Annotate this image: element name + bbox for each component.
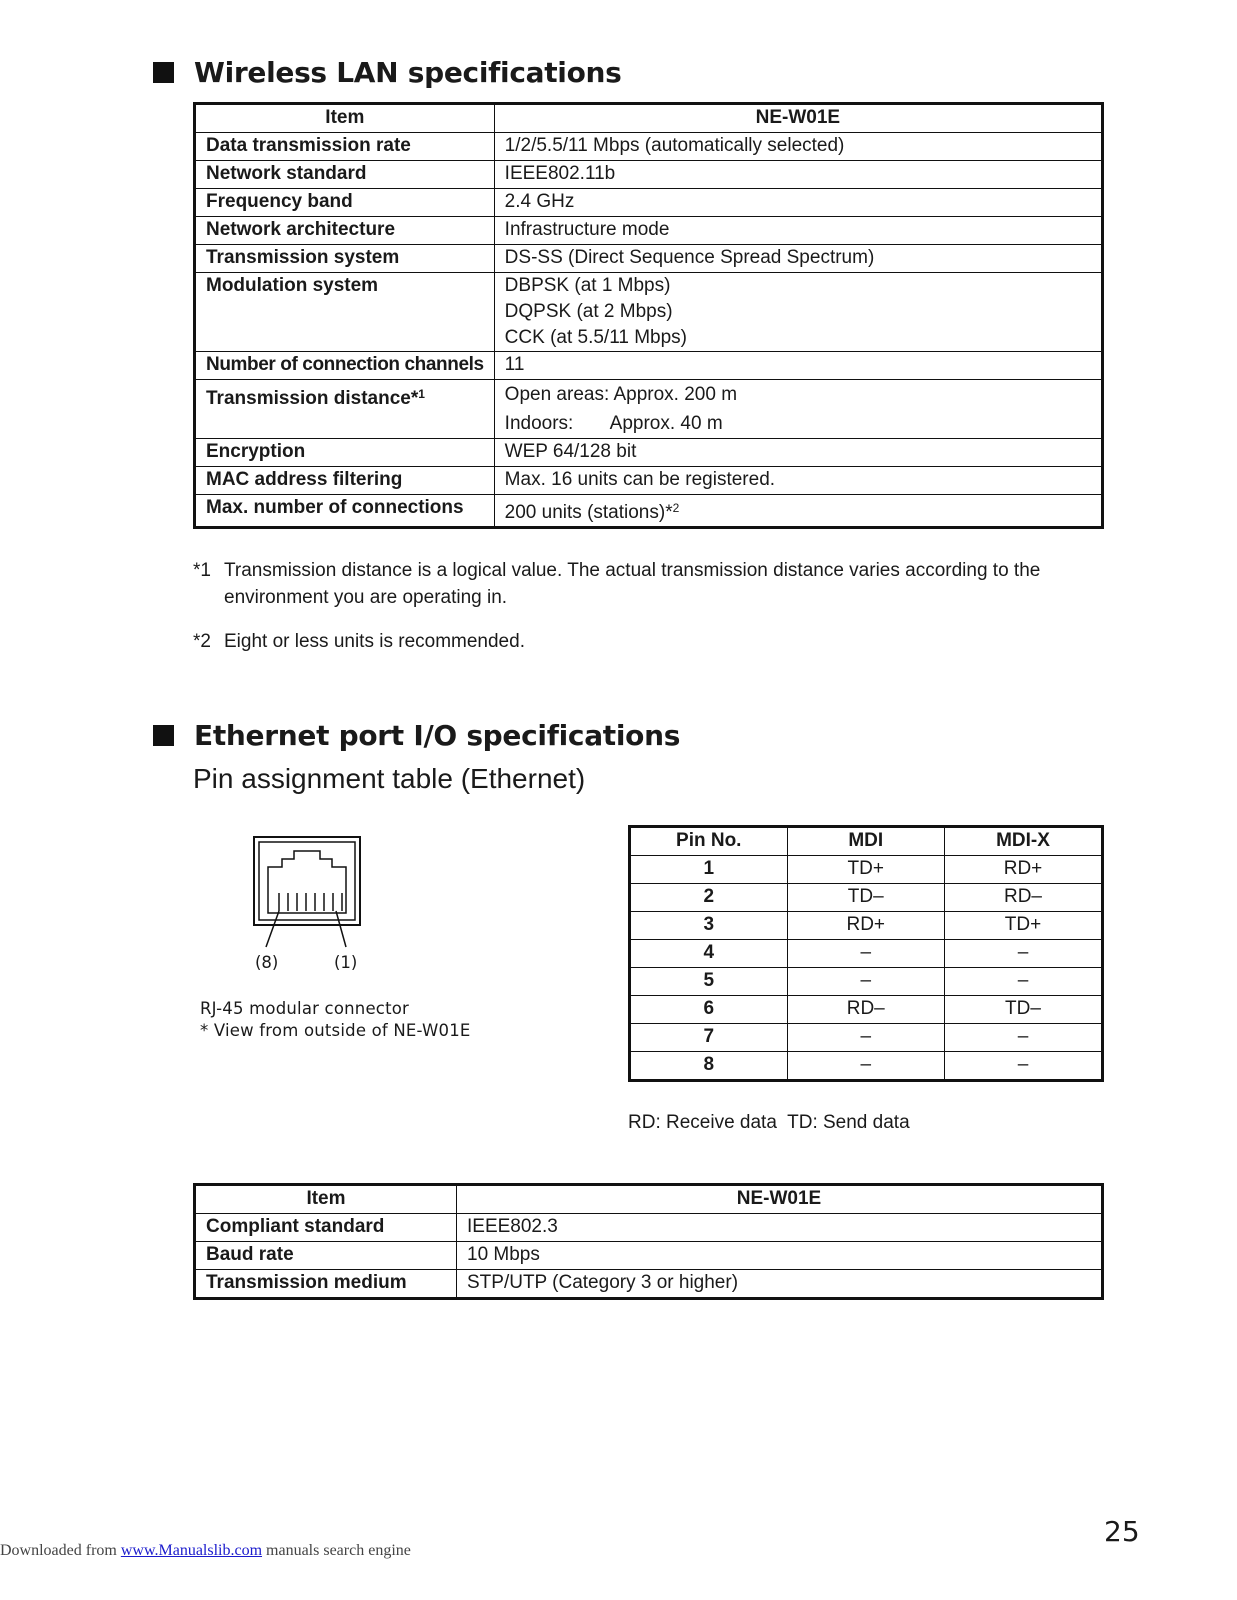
row-label: Data transmission rate — [195, 133, 495, 161]
table-row — [630, 996, 1103, 1024]
section-heading-wireless — [153, 56, 622, 89]
mdi-value: TD+ — [787, 856, 945, 884]
table-row — [195, 352, 1103, 380]
connector-caption: RJ-45 modular connector — [200, 999, 410, 1018]
manualslib-link[interactable]: www.Manualslib.com — [120, 1542, 263, 1559]
square-bullet-icon — [153, 725, 174, 746]
section-title: Ethernet port I/O specifications — [194, 719, 681, 752]
pin-1-label: (1) — [334, 953, 358, 972]
table-row — [195, 495, 1103, 528]
ethernet-spec-table — [193, 1183, 1104, 1300]
wireless-spec-table — [193, 102, 1104, 529]
footnote-mark: *2 — [193, 631, 211, 652]
table-row — [195, 189, 1103, 217]
table-row — [195, 1242, 1103, 1270]
table-header-row — [195, 1185, 1103, 1214]
label-text: Transmission distance* — [206, 388, 419, 409]
pin-assignment-table — [628, 825, 1104, 1082]
table-header-row — [630, 827, 1103, 856]
row-label: Network architecture — [195, 217, 495, 245]
row-label: Frequency band — [195, 189, 495, 217]
row-value: WEP 64/128 bit — [494, 439, 1102, 467]
footnote-mark: *1 — [193, 560, 211, 581]
value-text: Approx. 40 m — [609, 413, 723, 434]
mdi-value: – — [787, 940, 945, 968]
header-mdi: MDI — [787, 827, 945, 856]
row-value-multiline — [494, 273, 1102, 352]
square-bullet-icon — [153, 62, 174, 83]
footnote-text: Transmission distance is a logical value. The actual transmission distance varies according to the environment you are operating in. — [224, 560, 1041, 608]
value-line — [505, 409, 1091, 438]
table-row — [195, 161, 1103, 189]
row-value — [494, 495, 1102, 528]
value-key: Open areas: — [504, 384, 610, 405]
pin-number: 4 — [630, 940, 788, 968]
table-row — [630, 1052, 1103, 1081]
header-mdi-x: MDI-X — [945, 827, 1103, 856]
mdi-x-value: – — [945, 968, 1103, 996]
table-row — [630, 884, 1103, 912]
header-item: Item — [195, 1185, 457, 1214]
value-line — [505, 380, 1091, 409]
connector-note: * View from outside of NE-W01E — [200, 1021, 471, 1040]
row-label: Number of connection channels — [195, 352, 495, 380]
header-pin-no: Pin No. — [630, 827, 788, 856]
header-model: NE-W01E — [494, 104, 1102, 133]
row-value: Max. 16 units can be registered. — [494, 467, 1102, 495]
table-row — [630, 968, 1103, 996]
table-row — [630, 856, 1103, 884]
table-row — [195, 1214, 1103, 1242]
footer-prefix: Downloaded from — [0, 1542, 121, 1559]
table-row — [195, 439, 1103, 467]
row-label: Transmission system — [195, 245, 495, 273]
table-row — [195, 217, 1103, 245]
pin-number: 7 — [630, 1024, 788, 1052]
pin-number: 8 — [630, 1052, 788, 1081]
mdi-value: RD+ — [787, 912, 945, 940]
footnote-1 — [193, 557, 1108, 611]
row-value: STP/UTP (Category 3 or higher) — [457, 1270, 1103, 1299]
row-label: Max. number of connections — [195, 495, 495, 528]
pin-number: 2 — [630, 884, 788, 912]
row-value: IEEE802.3 — [457, 1214, 1103, 1242]
value-text: Approx. 200 m — [613, 384, 738, 405]
header-model: NE-W01E — [457, 1185, 1103, 1214]
row-label: Network standard — [195, 161, 495, 189]
footnote-ref: 2 — [672, 501, 680, 515]
mdi-x-value: RD+ — [945, 856, 1103, 884]
pin-8-label: (8) — [255, 953, 279, 972]
mdi-x-value: TD+ — [945, 912, 1103, 940]
row-label: Transmission medium — [195, 1270, 457, 1299]
table-header-row — [195, 104, 1103, 133]
pin-number: 5 — [630, 968, 788, 996]
table-row — [195, 245, 1103, 273]
row-label: Compliant standard — [195, 1214, 457, 1242]
row-label: Baud rate — [195, 1242, 457, 1270]
table-row — [195, 380, 1103, 439]
mdi-x-value: RD– — [945, 884, 1103, 912]
value-line: DQPSK (at 2 Mbps) — [504, 301, 673, 322]
section-subtitle: Pin assignment table (Ethernet) — [193, 763, 586, 794]
table-row — [195, 467, 1103, 495]
value-text: 200 units (stations)* — [504, 502, 673, 523]
mdi-x-value: – — [945, 940, 1103, 968]
footnote-text: Eight or less units is recommended. — [224, 631, 525, 652]
footer-suffix: manuals search engine — [262, 1542, 411, 1559]
section-heading-ethernet — [153, 719, 680, 752]
mdi-value: TD– — [787, 884, 945, 912]
mdi-value: RD– — [787, 996, 945, 1024]
row-value: 10 Mbps — [457, 1242, 1103, 1270]
row-value: IEEE802.11b — [494, 161, 1102, 189]
table-row — [195, 273, 1103, 352]
header-item: Item — [195, 104, 495, 133]
row-value: DS-SS (Direct Sequence Spread Spectrum) — [494, 245, 1102, 273]
rj45-connector-icon — [250, 833, 370, 951]
pin-number: 3 — [630, 912, 788, 940]
mdi-value: – — [787, 1052, 945, 1081]
table-row — [195, 133, 1103, 161]
row-label: Encryption — [195, 439, 495, 467]
value-key: Indoors: — [504, 413, 574, 434]
row-label — [195, 380, 495, 439]
row-value: 1/2/5.5/11 Mbps (automatically selected) — [494, 133, 1102, 161]
row-value: 11 — [494, 352, 1102, 380]
pin-number: 6 — [630, 996, 788, 1024]
row-value: Infrastructure mode — [494, 217, 1102, 245]
row-value-multiline — [494, 380, 1102, 439]
mdi-x-value: – — [945, 1052, 1103, 1081]
pin-table-legend: RD: Receive data TD: Send data — [628, 1112, 910, 1133]
table-row — [630, 940, 1103, 968]
row-label: MAC address filtering — [195, 467, 495, 495]
mdi-x-value: – — [945, 1024, 1103, 1052]
mdi-x-value: TD– — [945, 996, 1103, 1024]
mdi-value: – — [787, 1024, 945, 1052]
section-title: Wireless LAN specifications — [194, 56, 622, 89]
row-value: 2.4 GHz — [494, 189, 1102, 217]
footnote-2 — [193, 628, 1108, 655]
value-line: DBPSK (at 1 Mbps) — [504, 275, 671, 296]
mdi-value: – — [787, 968, 945, 996]
table-row — [630, 912, 1103, 940]
page-number: 25 — [1104, 1515, 1140, 1548]
download-footer — [0, 1542, 411, 1560]
table-row — [195, 1270, 1103, 1299]
table-row — [630, 1024, 1103, 1052]
footnote-ref: 1 — [418, 387, 425, 401]
value-line: CCK (at 5.5/11 Mbps) — [504, 327, 687, 348]
pin-number: 1 — [630, 856, 788, 884]
row-label: Modulation system — [195, 273, 495, 352]
